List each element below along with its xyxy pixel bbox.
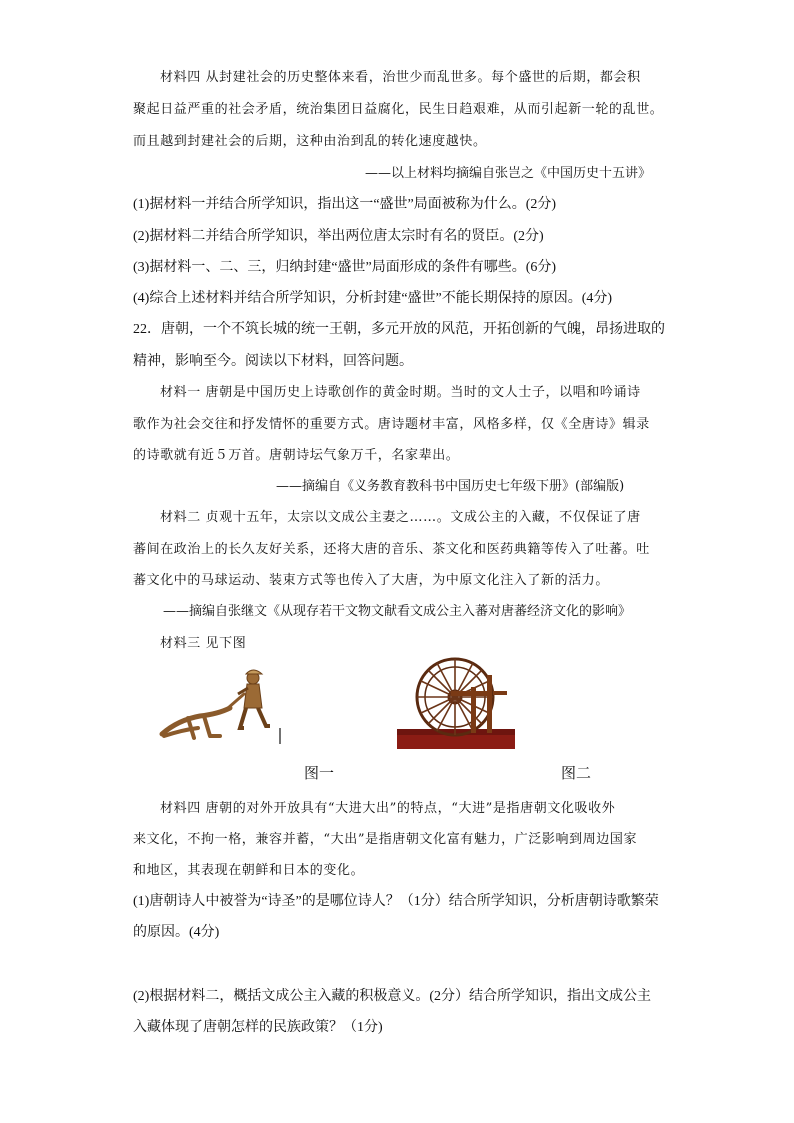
q22-stem-line1: 22．唐朝，一个不筑长城的统一王朝，多元开放的风范，开拓创新的气魄，昂扬进取的 [133,322,665,337]
q22-material1-source: ——摘编自《义务教育教科书中国历史七年级下册》(部编版) [276,479,625,494]
material4-line3: 而且越到封建社会的后期，这种由治到乱的转化速度越快。 [133,134,487,149]
figure1-plow-image [158,664,288,746]
q22-material1-line1: 材料一 唐朝是中国历史上诗歌创作的黄金时期。当时的文人士子，以唱和吟诵诗 [160,385,641,400]
q22-material4-line2: 来文化，不拘一格，兼容并蓄，“大出”是指唐朝文化富有魅力，广泛影响到周边国家 [133,832,638,847]
q22-part1-line1: (1)唐朝诗人中被誉为“诗圣”的是哪位诗人？（1分）结合所学知识，分析唐朝诗歌繁荣 [133,894,659,909]
figure2-waterwheel-image [397,651,515,749]
q22-material4-line1: 材料四 唐朝的对外开放具有“大进大出”的特点，“大进”是指唐朝文化吸收外 [160,801,616,816]
figure2-caption: 图二 [561,765,592,782]
q22-material2-line2: 蕃间在政治上的长久友好关系，还将大唐的音乐、茶文化和医药典籍等传入了吐蕃。吐 [133,542,650,557]
q21-part3: (3)据材料一、二、三，归纳封建“盛世”局面形成的条件有哪些。(6分) [133,260,557,275]
q22-material3-label: 材料三 见下图 [160,636,247,651]
q22-material2-line1: 材料二 贞观十五年，太宗以文成公主妻之……。文成公主的入藏，不仅保证了唐 [160,510,641,525]
q22-part2-line2: 入藏体现了唐朝怎样的民族政策？（1分) [133,1020,383,1035]
material4-line2: 聚起日益严重的社会矛盾，统治集团日益腐化，民生日趋艰难，从而引起新一轮的乱世。 [133,102,664,117]
q21-part4: (4)综合上述材料并结合所学知识，分析封建“盛世”不能长期保持的原因。(4分) [133,291,613,306]
material4-line1: 材料四 从封建社会的历史整体来看，治世少而乱世多。每个盛世的后期，都会积 [160,70,641,85]
q22-stem-line2: 精神，影响至今。阅读以下材料，回答问题。 [133,354,413,369]
q22-material4-line3: 和地区，其表现在朝鲜和日本的变化。 [133,863,365,878]
figure1-caption: 图一 [304,765,335,782]
q21-part2: (2)据材料二并结合所学知识，举出两位唐太宗时有名的贤臣。(2分) [133,229,544,244]
material4-source: ——以上材料均摘编自张岂之《中国历史十五讲》 [365,166,652,181]
q22-material1-line3: 的诗歌就有近５万首。唐朝诗坛气象万千，名家辈出。 [133,448,460,463]
q22-material1-line2: 歌作为社会交往和抒发情怀的重要方式。唐诗题材丰富，风格多样，仅《全唐诗》辑录 [133,417,650,432]
q22-material2-line3: 蕃文化中的马球运动、装束方式等也传入了大唐，为中原文化注入了新的活力。 [133,573,610,588]
q22-material2-source: ——摘编自张继文《从现存若干文物文献看文成公主入蕃对唐蕃经济文化的影响》 [163,604,632,619]
q22-part1-line2: 的原因。(4分) [133,925,220,940]
q21-part1: (1)据材料一并结合所学知识，指出这一“盛世”局面被称为什么。(2分) [133,197,557,212]
q22-part2-line1: (2)根据材料二，概括文成公主入藏的积极意义。(2分）结合所学知识，指出文成公主 [133,989,651,1004]
